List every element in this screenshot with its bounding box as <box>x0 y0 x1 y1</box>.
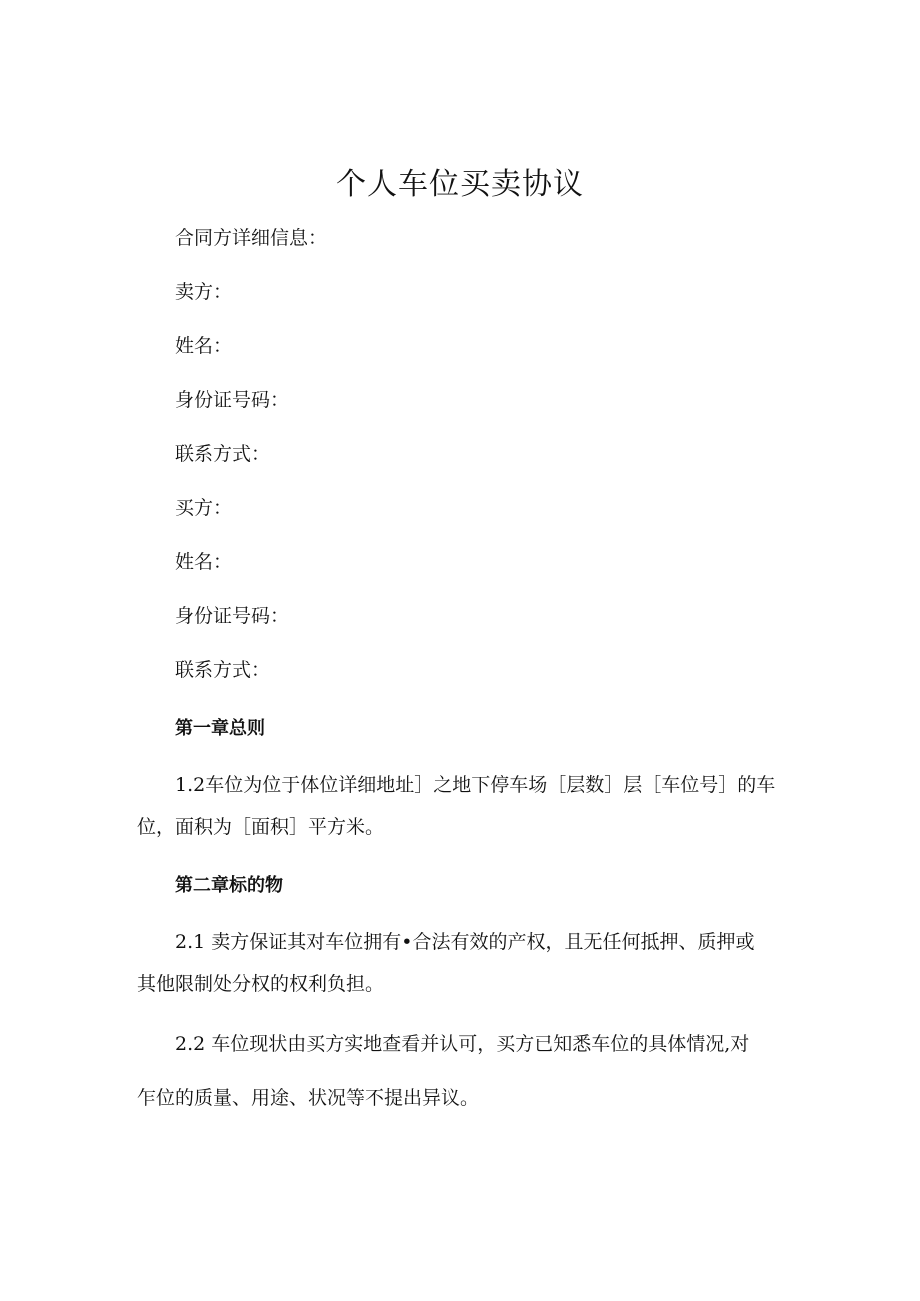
clause-2-1-line-2: 其他限制处分权的权利负担。 <box>137 973 385 995</box>
document-title: 个人车位买卖协议 <box>336 167 584 202</box>
clause-1-2 <box>137 771 797 841</box>
buyer-label: 买方： <box>175 497 233 519</box>
party-intro: 合同方详细信息： <box>175 227 328 249</box>
chapter-1-heading: 第一章总则 <box>175 718 265 739</box>
clause-2-1-line-1: 2.1 卖方保证其对车位拥有•合法有效的产权，且无任何抵押、质押或 <box>175 931 755 953</box>
buyer-name-label: 姓名： <box>175 551 233 573</box>
buyer-contact-label: 联系方式： <box>175 659 271 681</box>
clause-2-2-line-1: 2.2 车位现状由买方实地查看并认可，买方已知悉车位的具体情况,对 <box>175 1033 750 1055</box>
seller-name-label: 姓名： <box>175 335 233 357</box>
chapter-2-heading: 第二章标的物 <box>175 875 283 896</box>
seller-contact-label: 联系方式： <box>175 443 271 465</box>
clause-1-2-line-1: 1.2车位为位于体位详细地址］之地下停车场［层数］层［车位号］的车 <box>175 774 776 796</box>
seller-label: 卖方： <box>175 281 233 303</box>
seller-id-label: 身份证号码： <box>175 389 290 411</box>
buyer-id-label: 身份证号码： <box>175 605 290 627</box>
clause-2-2-line-2: 乍位的质量、用途、状况等不提出异议。 <box>137 1087 480 1109</box>
clause-2-1 <box>137 928 797 998</box>
clause-2-2 <box>137 1030 797 1112</box>
clause-1-2-line-2: 位，面积为［面积］平方米。 <box>137 816 385 838</box>
